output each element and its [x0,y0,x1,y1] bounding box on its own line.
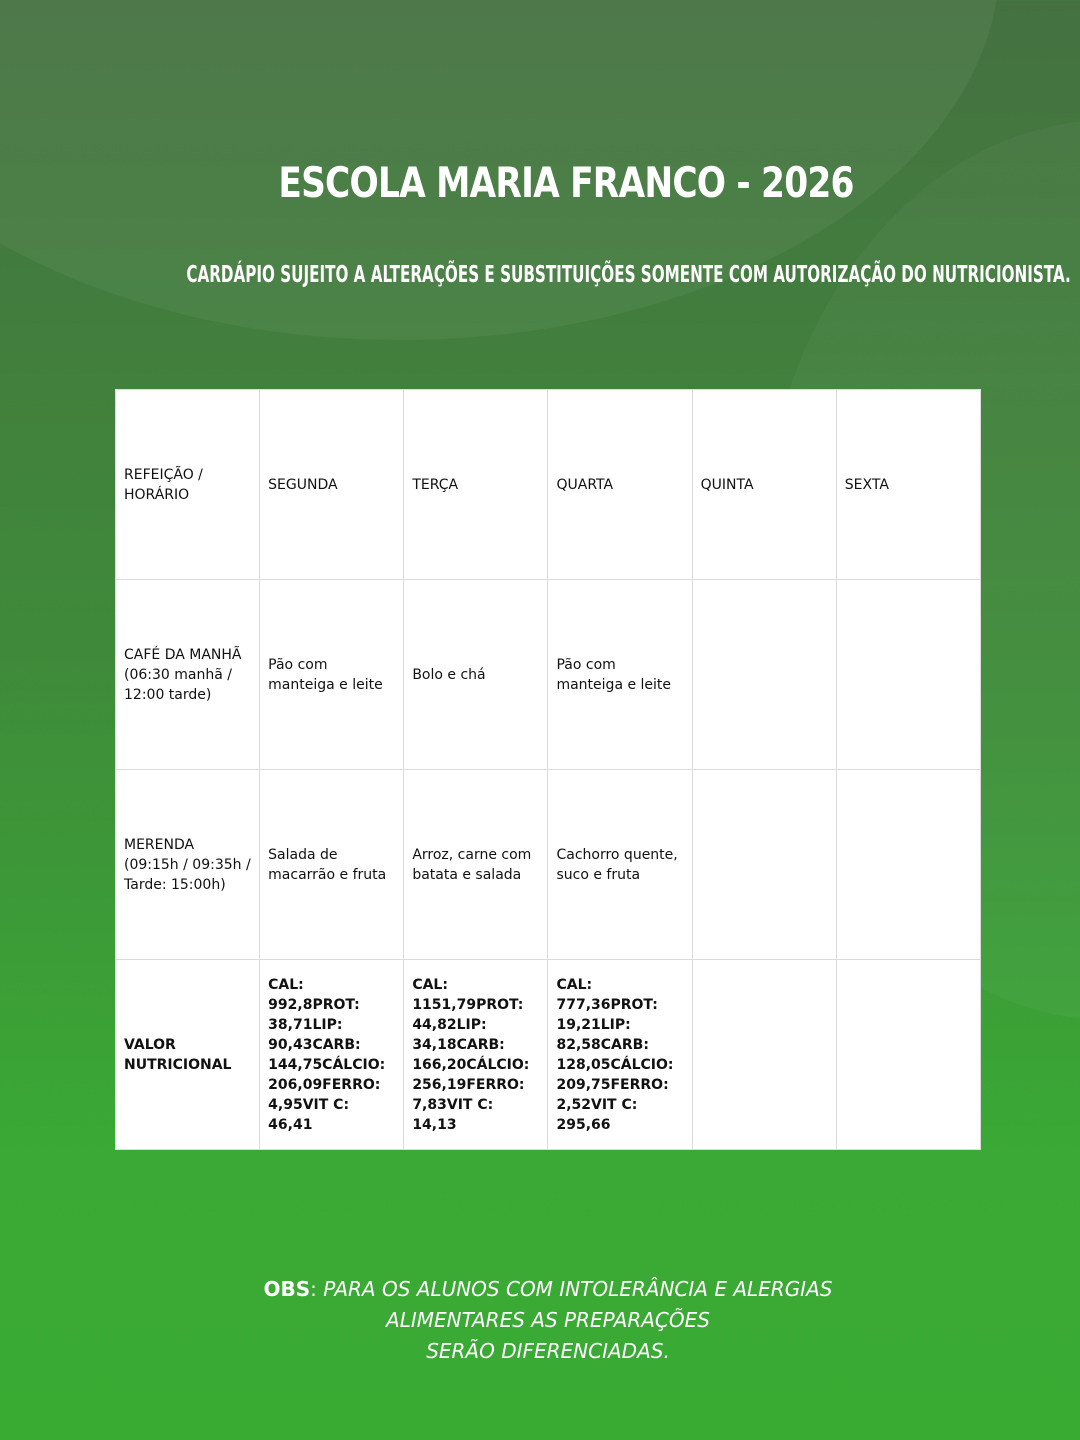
cell-snack-wednesday: Cachorro quente, suco e fruta [548,770,692,960]
obs-label: OBS [263,1277,311,1301]
cell-breakfast-wednesday: Pão com manteiga e leite [548,580,692,770]
row-label-nutrition: VALOR NUTRICIONAL [116,960,260,1150]
obs-separator: : [310,1277,324,1301]
cell-breakfast-thursday [692,580,836,770]
cell-breakfast-tuesday: Bolo e chá [404,580,548,770]
table-row-snack [116,770,981,960]
header-cell-wednesday: QUARTA [548,390,692,580]
obs-line-1: PARA OS ALUNOS COM INTOLERÂNCIA E ALERGIAS [323,1277,833,1301]
cell-nutrition-friday [836,960,980,1150]
row-label-breakfast: CAFÉ DA MANHÃ (06:30 manhã / 12:00 tarde) [116,580,260,770]
cell-snack-tuesday: Arroz, carne com batata e salada [404,770,548,960]
cell-nutrition-tuesday: CAL: 1151,79PROT: 44,82LIP: 34,18CARB: 166,20CÁLCIO: 256,19FERRO: 7,83VIT C: 14,13 [404,960,548,1150]
cell-nutrition-thursday [692,960,836,1150]
table-header-row [116,390,981,580]
header-cell-tuesday: TERÇA [404,390,548,580]
header-cell-monday: SEGUNDA [260,390,404,580]
header-cell-friday: SEXTA [836,390,980,580]
cell-snack-monday: Salada de macarrão e fruta [260,770,404,960]
cell-snack-friday [836,770,980,960]
header-cell-thursday: QUINTA [692,390,836,580]
menu-table [115,389,981,1150]
header-cell-meal: REFEIÇÃO / HORÁRIO [116,390,260,580]
observation-note [0,1274,1080,1367]
table-row-nutrition [116,960,981,1150]
cell-nutrition-monday: CAL: 992,8PROT: 38,71LIP: 90,43CARB: 144,75CÁLCIO: 206,09FERRO: 4,95VIT C: 46,41 [260,960,404,1150]
cell-nutrition-wednesday: CAL: 777,36PROT: 19,21LIP: 82,58CARB: 128,05CÁLCIO: 209,75FERRO: 2,52VIT C: 295,66 [548,960,692,1150]
obs-line-2: ALIMENTARES AS PREPARAÇÕES [386,1308,710,1332]
cell-breakfast-monday: Pão com manteiga e leite [260,580,404,770]
page-title: ESCOLA MARIA FRANCO - 2026 [278,158,854,207]
cell-snack-thursday [692,770,836,960]
obs-line-3: SERÃO DIFERENCIADAS. [426,1339,670,1363]
table-row-breakfast [116,580,981,770]
cell-breakfast-friday [836,580,980,770]
row-label-snack: MERENDA (09:15h / 09:35h / Tarde: 15:00h) [116,770,260,960]
page-subtitle: CARDÁPIO SUJEITO A ALTERAÇÕES E SUBSTITUIÇÕES SOMENTE COM AUTORIZAÇÃO DO NUTRICIONISTA. [186,262,1071,288]
